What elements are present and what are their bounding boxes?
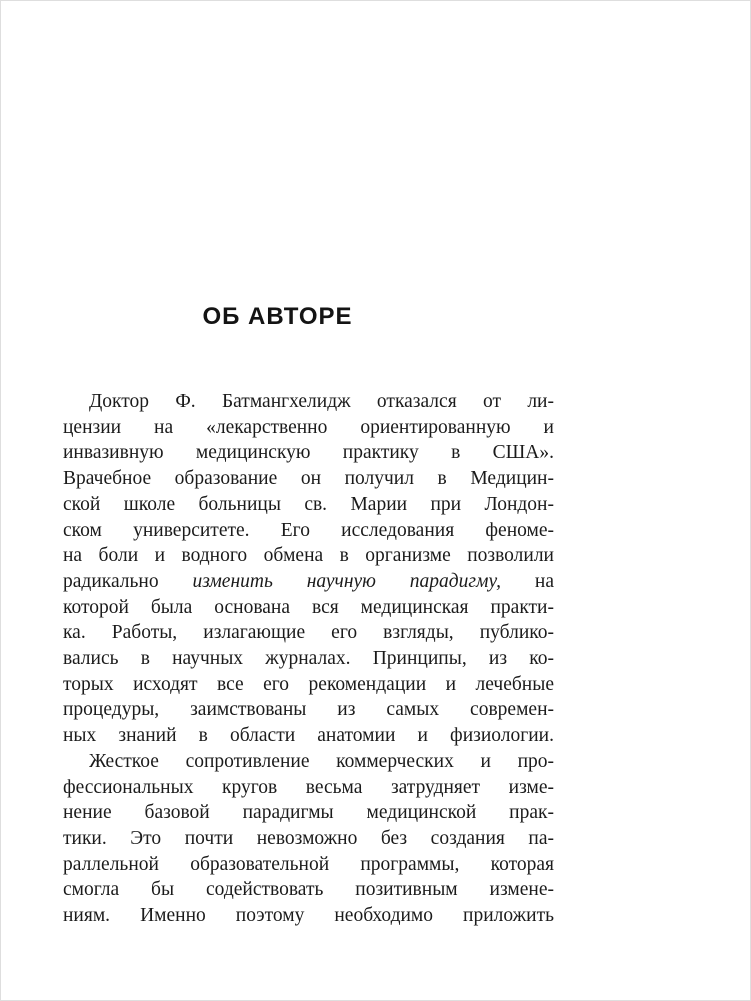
text-line: ской школе больницы св. Марии при Лондон- bbox=[63, 493, 554, 515]
text-line: ных знаний в области анатомии и физиологии. bbox=[63, 725, 554, 747]
text-line: торых исходят все его рекомендации и лечебные bbox=[63, 673, 554, 695]
text-line: тики. Это почти невозможно без создания па- bbox=[63, 827, 554, 849]
text-line-with-emphasis bbox=[63, 569, 554, 595]
text-line: ка. Работы, излагающие его взгляды, публико- bbox=[63, 622, 554, 644]
text-line: фессиональных кругов весьма затрудняет изме- bbox=[63, 776, 554, 798]
text-line: цензии на «лекарственно ориентированную и bbox=[63, 416, 554, 438]
text-line: раллельной образовательной программы, которая bbox=[63, 853, 554, 875]
text-line: ниям. Именно поэтому необходимо приложить bbox=[63, 905, 554, 927]
text-line: инвазивную медицинскую практику в США». bbox=[63, 442, 554, 464]
text-line: на боли и водного обмена в организме позволили bbox=[63, 545, 554, 567]
italic-text: изменить научную парадигму, bbox=[192, 570, 502, 592]
text-line: Доктор Ф. Батмангхелидж отказался от ли- bbox=[89, 391, 554, 412]
text-line: ском университете. Его исследования феноме- bbox=[63, 519, 554, 541]
chapter-heading: ОБ АВТОРЕ bbox=[202, 303, 353, 330]
text-line: процедуры, заимствованы из самых современ- bbox=[63, 699, 554, 721]
text-line: Жесткое сопротивление коммерческих и про- bbox=[89, 750, 554, 772]
text-segment: на bbox=[501, 570, 555, 592]
text-line: которой была основана вся медицинская практи- bbox=[63, 596, 554, 618]
text-line: Врачебное образование он получил в Медицин- bbox=[63, 468, 554, 490]
text-line: нение базовой парадигмы медицинской прак- bbox=[63, 802, 554, 824]
text-segment: радикально bbox=[63, 570, 193, 592]
body-text bbox=[63, 389, 554, 929]
text-line: вались в научных журналах. Принципы, из ко- bbox=[63, 648, 554, 670]
text-line: смогла бы содействовать позитивным измене- bbox=[63, 879, 554, 901]
